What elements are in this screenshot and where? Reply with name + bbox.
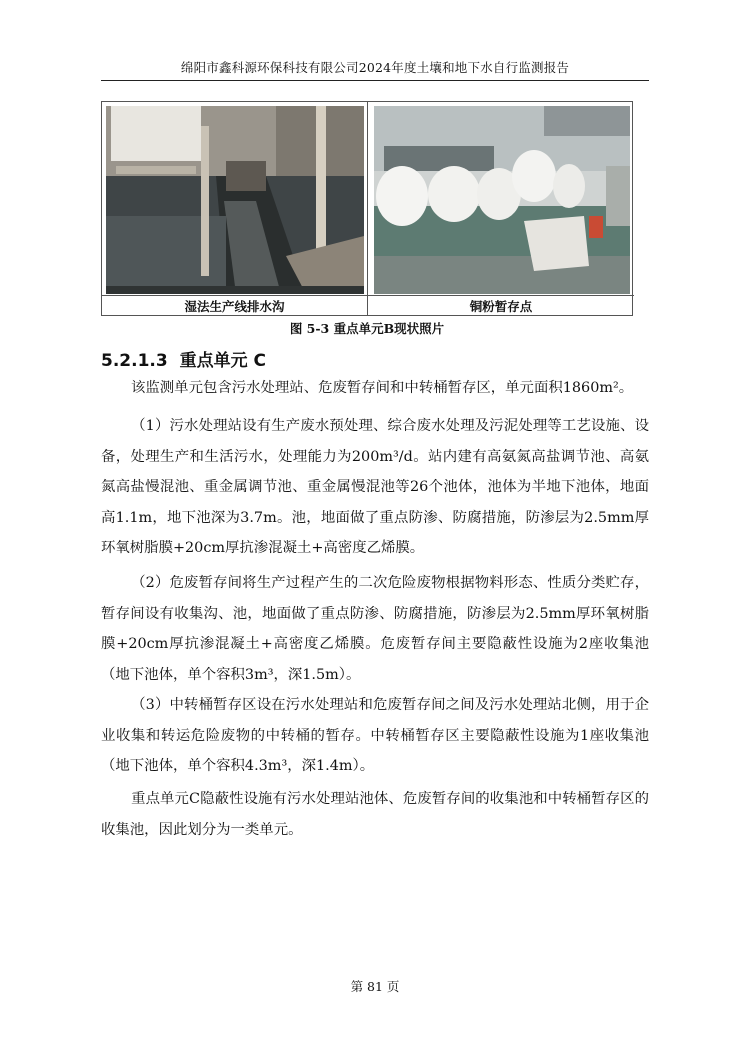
section-heading xyxy=(101,346,266,371)
paragraph-text: （3）中转桶暂存区设在污水处理站和危废暂存间之间及污水处理站北侧，用于企业收集和转运危险废物的中转桶的暂存。中转桶暂存区主要隐蔽性设施为1座收集池（地下池体，单个容积4.3m³，深1.4m）。 xyxy=(101,697,649,774)
section-number: 5.2.1.3 xyxy=(101,351,168,371)
page-header: 绵阳市鑫科源环保科技有限公司2024年度土壤和地下水自行监测报告 xyxy=(180,60,570,75)
paragraph-5 xyxy=(101,784,649,845)
paragraph-text: 该监测单元包含污水处理站、危废暂存间和中转桶暂存区，单元面积1860m²。 xyxy=(131,380,634,396)
paragraph-text: （1）污水处理站设有生产废水预处理、综合废水处理及污泥处理等工艺设施、设备，处理生产和生活污水，处理能力为200m³/d。站内建有高氨氮高盐调节池、高氨氮高盐慢混池、重金属调节池、重金属慢混池等26个池体，池体为半地下池体，地面高1.1m，地下池深为3.7m。池，地面做了重点防渗、防腐措施，防渗层为2.5mm厚环氧树脂膜+20cm厚抗渗混凝土+高密度乙烯膜。 xyxy=(101,418,649,556)
paragraph-1 xyxy=(101,373,649,404)
paragraph-4 xyxy=(101,690,649,782)
paragraph-2 xyxy=(101,411,649,564)
header-rule xyxy=(101,80,649,81)
photo-caption-right: 铜粉暂存点 xyxy=(368,295,634,317)
section-title: 重点单元 C xyxy=(179,351,267,371)
copper-powder-storage-photo-icon xyxy=(374,106,630,294)
photo-caption-left: 湿法生产线排水沟 xyxy=(102,295,368,316)
paragraph-3 xyxy=(101,568,649,690)
photo-table xyxy=(101,101,633,316)
paragraph-text: 重点单元C隐蔽性设施有污水处理站池体、危废暂存间的收集池和中转桶暂存区的收集池，因此划分为一类单元。 xyxy=(101,791,649,838)
drainage-ditch-photo-icon xyxy=(106,106,364,294)
figure-caption: 图 5-3 重点单元B现状照片 xyxy=(289,321,445,336)
photo-cell-right xyxy=(368,102,634,295)
page-number: 第 81 页 xyxy=(350,979,400,994)
paragraph-text: （2）危废暂存间将生产过程产生的二次危险废物根据物料形态、性质分类贮存，暂存间设有收集沟、池，地面做了重点防渗、防腐措施，防渗层为2.5mm厚环氧树脂膜+20cm厚抗渗混凝土+高密度乙烯膜。危废暂存间主要隐蔽性设施为2座收集池（地下池体，单个容积3m³，深1.5m）。 xyxy=(101,575,649,683)
photo-cell-left xyxy=(102,102,368,295)
